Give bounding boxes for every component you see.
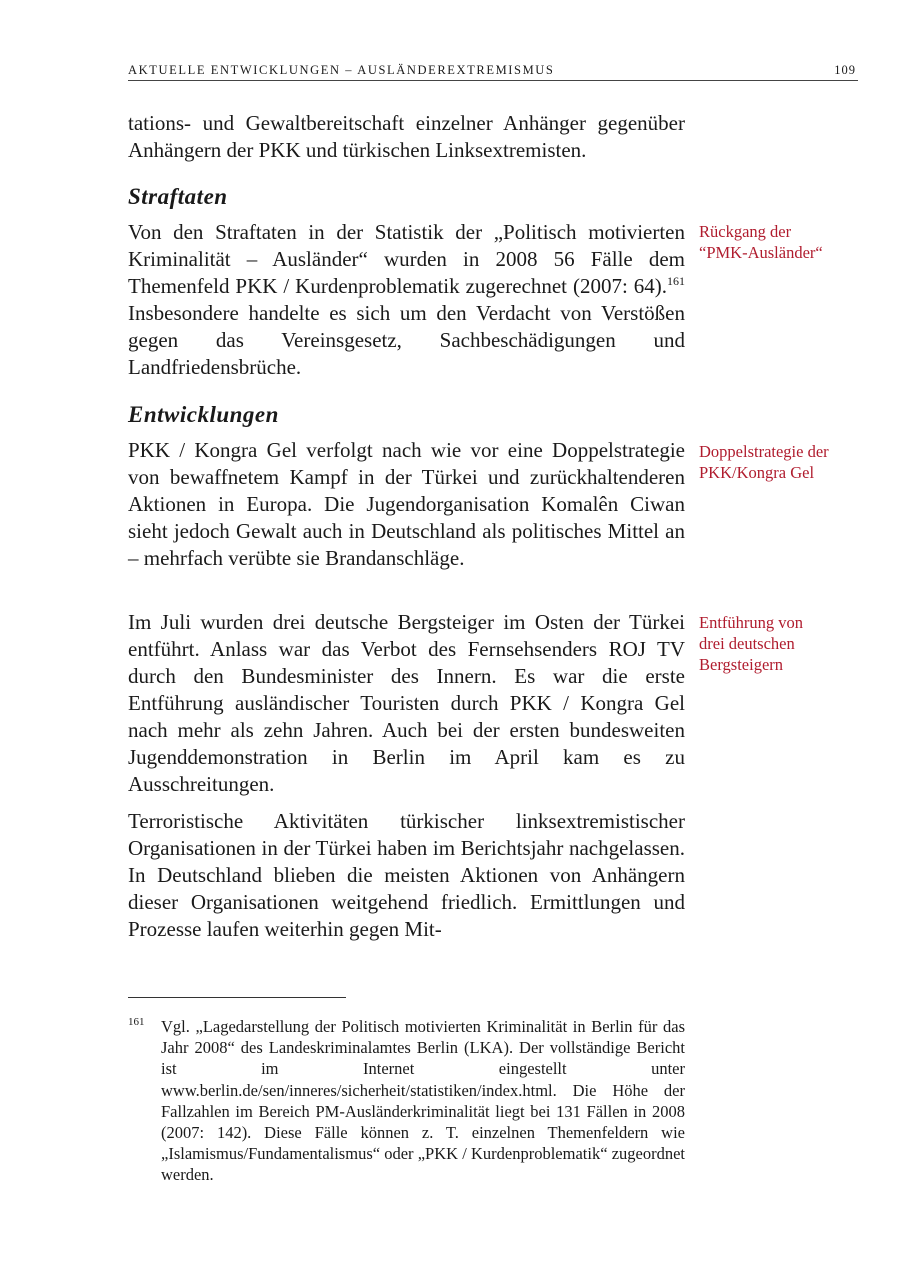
paragraph-straftaten-part-a: Von den Straftaten in der Statistik der „Politisch motivierten Kriminalität – Ausländer“ wurden in 2008 56 Fälle dem Themenfeld PKK / Kurdenproblematik zugerechnet (2007: 64). bbox=[128, 220, 685, 298]
paragraph-intro: tations- und Gewaltbereitschaft einzelner Anhänger gegenüber Anhängern der PKK und türkischen Linksextremisten. bbox=[128, 111, 685, 162]
margin-note-doppelstrategie: Doppelstrategie der PKK/Kongra Gel bbox=[699, 442, 829, 482]
footnote bbox=[128, 1016, 685, 1186]
footnote-reference[interactable]: 161 bbox=[667, 274, 685, 288]
page-number: 109 bbox=[834, 63, 856, 77]
margin-note-rueckgang: Rückgang der “PMK-Ausländer“ bbox=[699, 222, 823, 262]
paragraph-entwicklungen-2: Im Juli wurden drei deutsche Bergsteiger im Osten der Türkei entführt. Anlass war das Verbot des Fernsehsenders ROJ TV durch den Bundesminister des Innern. Es war die erste Entführung ausländischer Touristen durch PKK / Kongra Gel nach mehr als zehn Jahren. Auch bei der ersten bundesweiten Jugenddemonstration in Berlin im April kam es zu Ausschreitungen. bbox=[128, 610, 685, 796]
footnote-divider bbox=[128, 997, 346, 998]
paragraph-entwicklungen-1: PKK / Kongra Gel verfolgt nach wie vor eine Doppelstrategie von bewaffnetem Kampf in der Türkei und zurückhaltenderen Aktionen in Europa. Die Jugendorganisation Komalên Ciwan sieht jedoch Gewalt auch in Deutschland als politisches Mittel an – mehrfach verübte sie Brandanschläge. bbox=[128, 438, 685, 570]
heading-straftaten: Straftaten bbox=[128, 184, 228, 209]
running-header-title: AKTUELLE ENTWICKLUNGEN – AUSLÄNDEREXTREMISMUS bbox=[128, 63, 555, 77]
heading-entwicklungen: Entwicklungen bbox=[128, 402, 279, 427]
footnote-number: 161 bbox=[128, 1016, 145, 1028]
running-header bbox=[128, 62, 858, 81]
footnote-text: Vgl. „Lagedarstellung der Politisch motivierten Kriminalität in Berlin für das Jahr 2008“ des Landeskriminalamtes Berlin (LKA). Der vollständige Bericht ist im Internet eingestellt unter www.berlin.de/sen/inneres/sicherheit/statistiken/index.html. Die Höhe der Fallzahlen im Bereich PM-Ausländerkriminalität liegt bei 131 Fällen in 2008 (2007: 142). Diese Fälle können z. T. einzelnen Themenfeldern wie „Islamismus/Fundamentalismus“ oder „PKK / Kurdenproblematik“ zugeordnet werden. bbox=[161, 1017, 685, 1185]
paragraph-entwicklungen-3: Terroristische Aktivitäten türkischer linksextremistischer Organisationen in der Türkei haben im Berichtsjahr nachgelassen. In Deutschland blieben die meisten Aktionen von Anhängern dieser Organisationen weitgehend friedlich. Ermittlungen und Prozesse laufen weiterhin gegen Mit- bbox=[128, 809, 685, 941]
paragraph-straftaten-part-b: Insbesondere handelte es sich um den Verdacht von Verstößen gegen das Vereinsgesetz, Sachbeschädigungen und Landfriedensbrüche. bbox=[128, 301, 685, 379]
margin-note-entfuehrung: Entführung von drei deutschen Bergsteigern bbox=[699, 613, 804, 674]
paragraph-straftaten bbox=[128, 219, 685, 381]
